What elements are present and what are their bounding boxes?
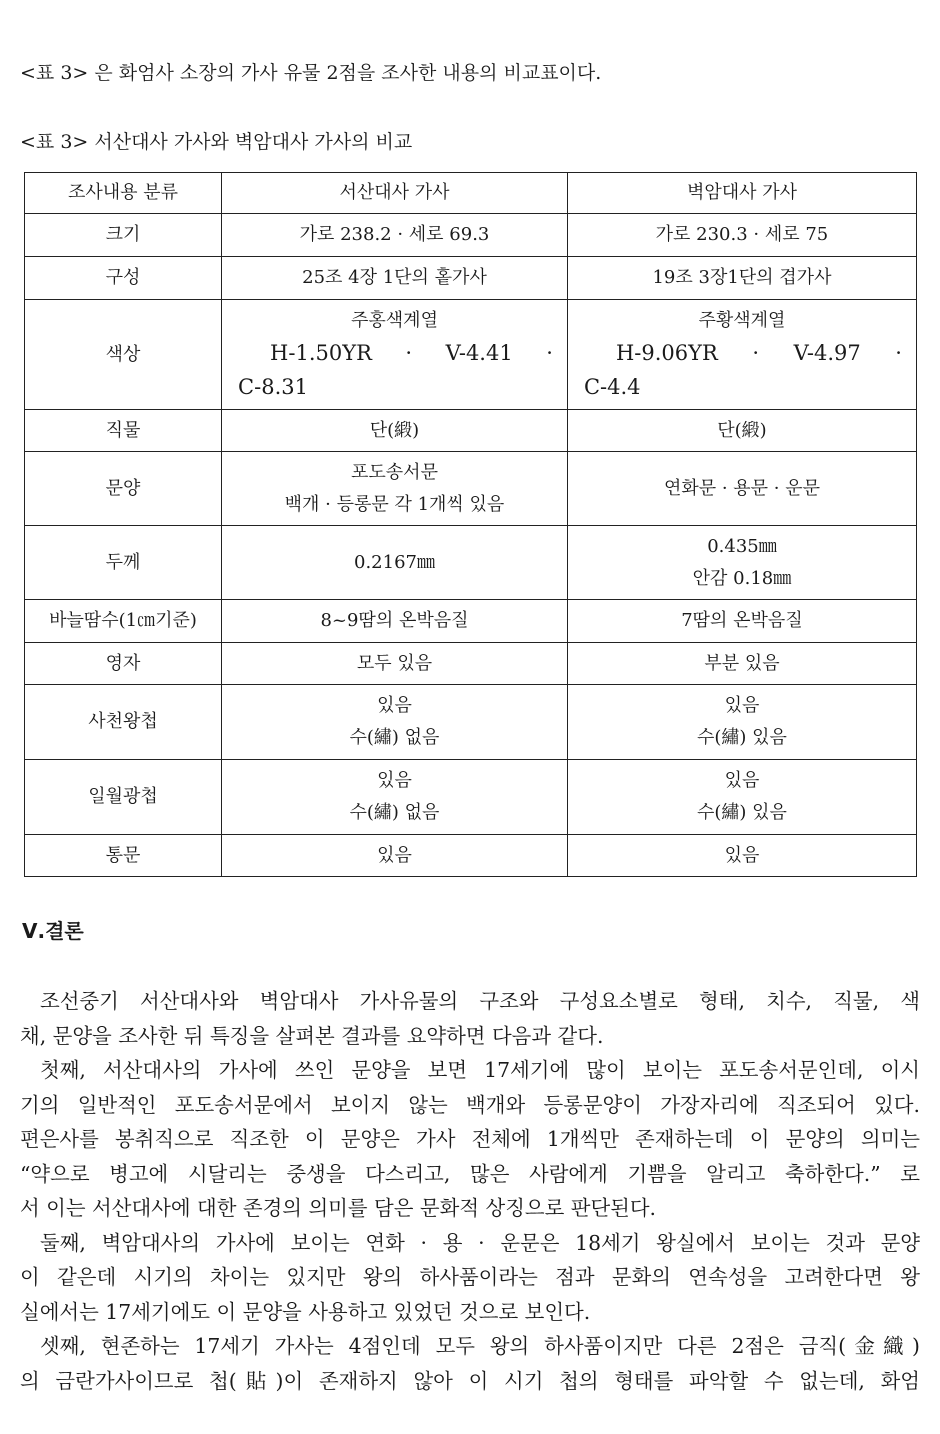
seosan-value: 0.2167㎜ <box>222 526 568 600</box>
table-row <box>25 526 917 600</box>
table-row <box>25 760 917 835</box>
value-line: 수(繡) 없음 <box>349 727 440 748</box>
row-label: 영자 <box>25 643 222 685</box>
table-caption: <표 3> 서산대사 가사와 벽암대사 가사의 비교 <box>20 131 413 153</box>
value-line: 수(繡) 없음 <box>349 802 440 823</box>
table-row <box>25 643 917 685</box>
value-line: 있음 <box>724 695 760 716</box>
table-row <box>25 452 917 526</box>
byeogam-value: 연화문 · 용문 · 운문 <box>567 452 916 526</box>
table-row <box>25 835 917 877</box>
table-header-row <box>25 173 917 214</box>
row-label: 크기 <box>25 214 222 257</box>
section-title: Ⅴ.결론 <box>22 919 84 943</box>
chroma-value: C-8.31 <box>238 374 308 399</box>
byeogam-value <box>567 526 916 600</box>
row-label: 일월광첩 <box>25 760 222 835</box>
seosan-value: 8~9땀의 온박음질 <box>222 600 568 643</box>
paragraph-line: 서 이는 서산대사에 대한 존경의 의미를 담은 문화적 상징으로 판단된다. <box>20 1196 657 1220</box>
separator-dot: · <box>752 340 760 365</box>
paragraph-line: 기의 일반적인 포도송서문에서 보이지 않는 백개와 등롱문양이 가장자리에 직조되어 있다. <box>20 1092 920 1117</box>
paragraph-line: 의 금란가사이므로 첩(貼)이 존재하지 않아 이 시기 첩의 형태를 파악할 수 없는데, 화엄 <box>20 1368 920 1393</box>
value-line: 포도송서문 <box>351 461 438 483</box>
seosan-value: 모두 있음 <box>222 643 568 685</box>
intro-text: <표 3> 은 화엄사 소장의 가사 유물 2점을 조사한 내용의 비교표이다. <box>20 62 602 84</box>
seosan-value: 있음 <box>222 835 568 877</box>
table-row <box>25 300 917 410</box>
row-label: 바늘땀수(1㎝기준) <box>25 600 222 643</box>
value-value: V-4.41 <box>445 340 513 365</box>
value-line: 백개 · 등롱문 각 1개씩 있음 <box>284 493 505 515</box>
seosan-value <box>222 452 568 526</box>
seosan-value: 단(緞) <box>222 410 568 452</box>
byeogam-value <box>567 760 916 835</box>
value-line: 수(繡) 있음 <box>697 802 787 823</box>
seosan-value: 가로 238.2 · 세로 69.3 <box>222 214 568 257</box>
table-row <box>25 257 917 300</box>
hue-value: H-1.50YR <box>270 340 372 365</box>
byeogam-value: 가로 230.3 · 세로 75 <box>567 214 916 257</box>
seosan-value <box>222 685 568 760</box>
color-series: 주황색계열 <box>698 309 786 331</box>
row-label: 문양 <box>25 452 222 526</box>
paragraph-line: 채, 문양을 조사한 뒤 특징을 살펴본 결과를 요약하면 다음과 같다. <box>20 1023 604 1048</box>
header-category: 조사내용 분류 <box>25 173 222 214</box>
header-byeogam: 벽암대사 가사 <box>567 173 916 214</box>
byeogam-value: 부분 있음 <box>567 643 916 685</box>
row-label: 색상 <box>25 300 222 410</box>
paragraph-line: 셋째, 현존하는 17세기 가사는 4점인데 모두 왕의 하사품이지만 다른 2점은 금직(金織) <box>40 1334 920 1358</box>
byeogam-value: 19조 3장1단의 겹가사 <box>567 257 916 300</box>
separator-dot: · <box>546 340 553 365</box>
seosan-value: 25조 4장 1단의 홑가사 <box>222 257 568 300</box>
value-line: 있음 <box>724 770 760 791</box>
table-row <box>25 600 917 643</box>
byeogam-value <box>567 685 916 760</box>
value-line: 안감 0.18㎜ <box>692 567 792 589</box>
paragraph-line: 이 같은데 시기의 차이는 있지만 왕의 하사품이라는 점과 문화의 연속성을 고려한다면 왕 <box>20 1265 920 1289</box>
row-label: 사천왕첩 <box>25 685 222 760</box>
paragraph-line: 편은사를 봉취직으로 직조한 이 문양은 가사 전체에 1개씩만 존재하는데 이 문양의 의미는 <box>20 1127 920 1151</box>
value-value: V-4.97 <box>793 340 861 365</box>
paragraph-line: “약으로 병고에 시달리는 중생을 다스리고, 많은 사람에게 기쁨을 알리고 축하한다.” 로 <box>20 1161 920 1186</box>
byeogam-color-value <box>567 300 916 410</box>
hue-value: H-9.06YR <box>615 340 718 365</box>
paragraph-line: 실에서는 17세기에도 이 문양을 사용하고 있었던 것으로 보인다. <box>20 1299 591 1324</box>
value-line: 0.435㎜ <box>707 535 777 557</box>
table-row <box>25 410 917 452</box>
value-line: 있음 <box>377 770 412 791</box>
separator-dot: · <box>895 340 902 365</box>
conclusion-body <box>20 984 920 1398</box>
row-label: 두께 <box>25 526 222 600</box>
value-line: 있음 <box>377 695 412 716</box>
row-label: 통문 <box>25 835 222 877</box>
seosan-value <box>222 760 568 835</box>
byeogam-value: 있음 <box>567 835 916 877</box>
byeogam-value: 7땀의 온박음질 <box>567 600 916 643</box>
table-row <box>25 685 917 760</box>
separator-dot: · <box>405 340 413 365</box>
color-series: 주홍색계열 <box>351 309 438 331</box>
row-label: 직물 <box>25 410 222 452</box>
chroma-value: C-4.4 <box>583 374 641 399</box>
comparison-table <box>24 172 917 877</box>
paragraph-line: 조선중기 서산대사와 벽암대사 가사유물의 구조와 구성요소별로 형태, 치수, 직물, 색 <box>40 989 920 1013</box>
value-line: 수(繡) 있음 <box>697 727 787 748</box>
header-seosan: 서산대사 가사 <box>222 173 568 214</box>
byeogam-value: 단(緞) <box>567 410 916 452</box>
seosan-color-value <box>222 300 568 410</box>
paragraph-line: 첫째, 서산대사의 가사에 쓰인 문양을 보면 17세기에 많이 보이는 포도송서문인데, 이시 <box>40 1058 920 1082</box>
table-row <box>25 214 917 257</box>
row-label: 구성 <box>25 257 222 300</box>
paragraph-line: 둘째, 벽암대사의 가사에 보이는 연화 · 용 · 운문은 18세기 왕실에서 보이는 것과 문양 <box>40 1230 920 1255</box>
